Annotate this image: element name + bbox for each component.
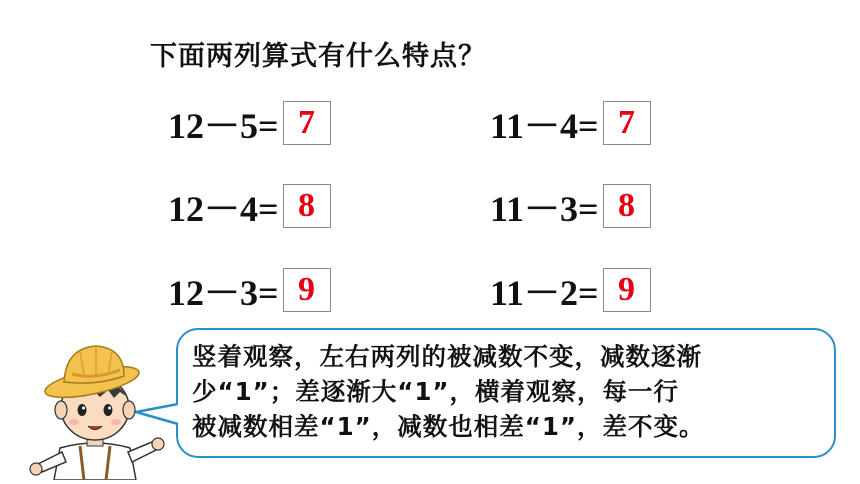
- question-title: 下面两列算式有什么特点？: [150, 41, 486, 72]
- equation-expression: 11－4=: [490, 105, 599, 146]
- answer-value: 9: [618, 271, 636, 308]
- answer-box: [283, 184, 331, 228]
- answer-box: [283, 101, 331, 145]
- equation-left-1: [168, 100, 331, 146]
- answer-value: 8: [618, 187, 636, 224]
- answer-value: 7: [298, 104, 316, 141]
- answer-box: [603, 268, 651, 312]
- answer-value: 7: [618, 104, 636, 141]
- equation-expression: 12－4=: [168, 188, 279, 229]
- equation-left-2: [168, 183, 331, 229]
- speech-text: [192, 339, 824, 444]
- equation-expression: 12－3=: [168, 272, 279, 313]
- equation-left-3: [168, 267, 331, 313]
- answer-value: 9: [298, 271, 316, 308]
- equation-expression: 11－3=: [490, 188, 599, 229]
- speech-line-1: 竖着观察，左右两列的被减数不变，减数逐渐: [192, 342, 702, 371]
- speech-line-2: 少“1”；差逐渐大“1”，横着观察，每一行: [192, 377, 680, 406]
- answer-box: [283, 268, 331, 312]
- answer-box: [603, 184, 651, 228]
- equation-right-3: [490, 267, 651, 313]
- speech-line-3: 被减数相差“1”，减数也相差“1”，差不变。: [192, 412, 705, 441]
- answer-box: [603, 101, 651, 145]
- equation-expression: 11－2=: [490, 272, 599, 313]
- equation-right-1: [490, 100, 651, 146]
- boy-with-hat-icon: [20, 330, 170, 480]
- equation-expression: 12－5=: [168, 105, 279, 146]
- equation-right-2: [490, 183, 651, 229]
- answer-value: 8: [298, 187, 316, 224]
